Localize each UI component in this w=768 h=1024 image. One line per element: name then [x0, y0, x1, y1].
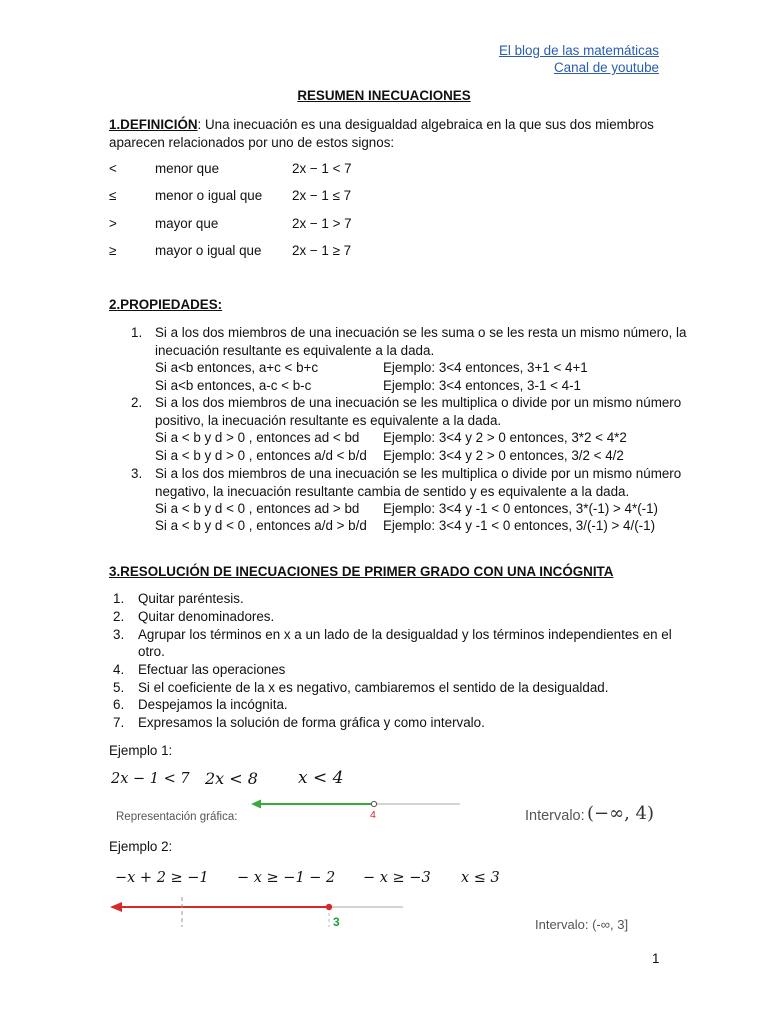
resolution-heading: 3.RESOLUCIÓN DE INECUACIONES DE PRIMER GRADO CON UNA INCÓGNITA: [109, 564, 614, 579]
property-number: 1.: [131, 325, 143, 340]
step-text: Despejamos la incógnita.: [138, 697, 288, 712]
property-number: 2.: [131, 395, 143, 410]
example2-step: − x ≥ −3: [363, 870, 431, 886]
property-text: Si a los dos miembros de una inecuación se les multiplica o divide por un mismo número: [155, 466, 682, 481]
closed-point-icon: [326, 904, 332, 910]
step-number: 6.: [113, 697, 125, 712]
step-number: 4.: [113, 662, 125, 677]
example1-step: x < 4: [298, 768, 344, 788]
properties-heading: 2.PROPIEDADES:: [109, 297, 223, 312]
example2-step: −x + 2 ≥ −1: [115, 870, 209, 886]
sign-symbol: >: [109, 216, 117, 231]
sign-name: mayor o igual que: [155, 243, 262, 258]
open-point-icon: [371, 801, 376, 806]
sign-example: 2x − 1 ≥ 7: [292, 243, 352, 258]
step-text: Si el coeficiente de la x es negativo, cambiaremos el sentido de la desigualdad.: [138, 680, 609, 695]
property-example: Ejemplo: 3<4 entonces, 3+1 < 4+1: [383, 360, 588, 375]
step-number: 7.: [113, 715, 125, 730]
property-example: Ejemplo: 3<4 y -1 < 0 entonces, 3*(-1) > 4*(-1): [383, 501, 659, 516]
example2-number-line: [105, 895, 410, 935]
step-number: 2.: [113, 609, 125, 624]
definition-text-2: aparecen relacionados por uno de estos signos:: [109, 134, 395, 150]
property-example: Ejemplo: 3<4 y 2 > 0 entonces, 3*2 < 4*2: [383, 430, 627, 445]
page-title: RESUMEN INECUACIONES: [297, 88, 471, 103]
example1-step: 2x − 1 < 7: [111, 771, 190, 787]
property-text: inecuación resultante es equivalente a la dada.: [155, 343, 435, 358]
sign-symbol: ≥: [109, 243, 117, 258]
example1-label: Ejemplo 1:: [109, 743, 173, 758]
sign-example: 2x − 1 > 7: [292, 216, 352, 231]
example1-interval: (−∞, 4): [587, 803, 655, 824]
example2-step: − x ≥ −1 − 2: [237, 870, 336, 886]
page-number: 1: [652, 951, 660, 966]
property-number: 3.: [131, 466, 143, 481]
step-text: otro.: [138, 644, 165, 659]
property-text: negativo, la inecuación resultante cambia de sentido y es equivalente a la dada.: [155, 484, 630, 499]
property-rule: Si a < b y d > 0 , entonces a/d < b/d: [155, 448, 367, 463]
example2-step: x ≤ 3: [461, 870, 500, 886]
definition-heading: 1.DEFINICIÓN: [109, 117, 198, 132]
property-text: Si a los dos miembros de una inecuación se les suma o se les resta un mismo número, la: [155, 325, 687, 340]
sign-symbol: <: [109, 161, 117, 176]
step-text: Agrupar los términos en x a un lado de la desigualdad y los términos independientes en el: [138, 627, 672, 642]
sign-example: 2x − 1 < 7: [292, 161, 352, 176]
property-rule: Si a < b y d < 0 , entonces a/d > b/d: [155, 518, 367, 533]
example1-step: 2x < 8: [205, 769, 258, 788]
example1-number-line: [245, 795, 465, 815]
property-rule: Si a < b y d > 0 , entonces ad < bd: [155, 430, 360, 445]
property-rule: Si a<b entonces, a-c < b-c: [155, 378, 312, 393]
property-example: Ejemplo: 3<4 y 2 > 0 entonces, 3/2 < 4/2: [383, 448, 624, 463]
sign-example: 2x − 1 ≤ 7: [292, 188, 352, 203]
step-number: 3.: [113, 627, 125, 642]
property-text: positivo, la inecuación resultante es equivalente a la dada.: [155, 413, 502, 428]
definition-text-1: : Una inecuación es una desigualdad algebraica en la que sus dos miembros: [197, 117, 654, 132]
example2-label: Ejemplo 2:: [109, 839, 173, 854]
sign-name: menor o igual que: [155, 188, 263, 203]
step-text: Expresamos la solución de forma gráfica y como intervalo.: [138, 715, 485, 730]
youtube-link[interactable]: Canal de youtube: [554, 60, 659, 75]
step-text: Efectuar las operaciones: [138, 662, 286, 677]
graph-label: Representación gráfica:: [116, 811, 238, 823]
sign-name: mayor que: [155, 216, 219, 231]
property-rule: Si a<b entonces, a+c < b+c: [155, 360, 319, 375]
property-example: Ejemplo: 3<4 y -1 < 0 entonces, 3/(-1) > 4/(-1): [383, 518, 656, 533]
step-text: Quitar paréntesis.: [138, 591, 244, 606]
example2-point-label: 3: [333, 915, 340, 929]
step-text: Quitar denominadores.: [138, 609, 275, 624]
example1-point-label: 4: [370, 809, 376, 821]
example1-interval-label: Intervalo:: [525, 808, 585, 824]
example2-interval: Intervalo: (-∞, 3]: [535, 917, 629, 932]
property-text: Si a los dos miembros de una inecuación se les multiplica o divide por un mismo número: [155, 395, 682, 410]
step-number: 5.: [113, 680, 125, 695]
blog-link[interactable]: El blog de las matemáticas: [498, 43, 659, 58]
step-number: 1.: [113, 591, 125, 606]
definition-paragraph: [109, 116, 659, 151]
property-rule: Si a < b y d < 0 , entonces ad > bd: [155, 501, 360, 516]
property-example: Ejemplo: 3<4 entonces, 3-1 < 4-1: [383, 378, 582, 393]
sign-name: menor que: [155, 161, 220, 176]
ray-arrow-icon: [110, 902, 122, 912]
sign-symbol: ≤: [109, 188, 117, 203]
ray-arrow-icon: [251, 800, 261, 809]
